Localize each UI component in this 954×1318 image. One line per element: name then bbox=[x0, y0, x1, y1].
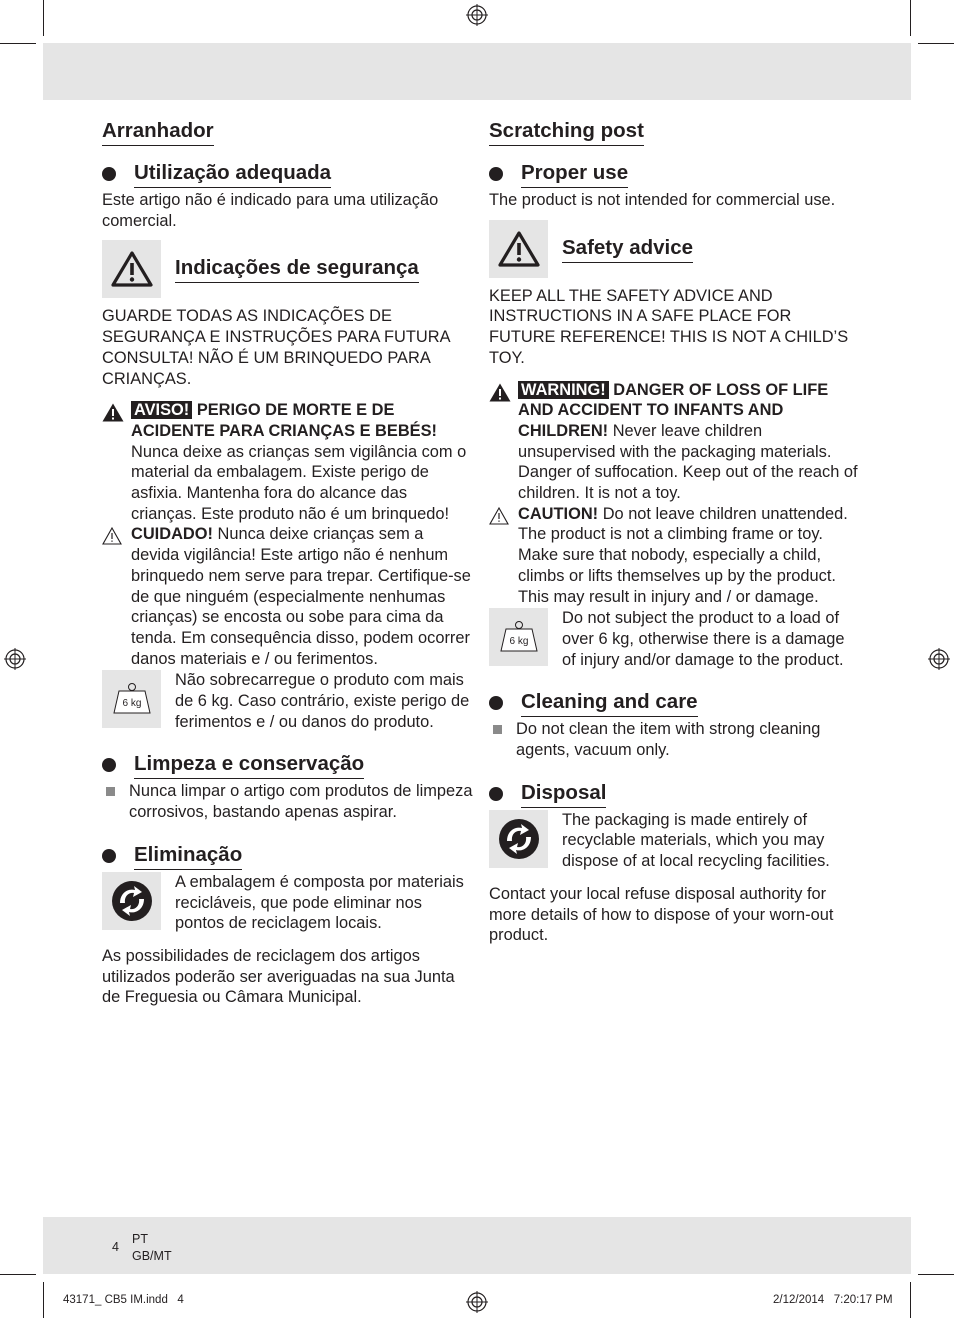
weight-label: 6 kg bbox=[509, 636, 528, 648]
bullet-icon bbox=[489, 787, 503, 801]
disposal-contact: Contact your local refuse disposal authority for more details of how to dispose of your worn-out product. bbox=[489, 884, 834, 945]
section-heading-cleaning bbox=[102, 751, 474, 779]
section-heading-disposal bbox=[489, 780, 861, 808]
crop-mark bbox=[910, 1282, 911, 1318]
disposal-text: A embalagem é composta por materiais recicláveis, que pode eliminar nos pontos de reciclagem locais. bbox=[175, 872, 464, 933]
section-heading-proper-use bbox=[489, 160, 861, 188]
proper-use-text: The product is not intended for commercial use. bbox=[489, 191, 836, 209]
warning-block bbox=[102, 400, 474, 524]
column-gb bbox=[489, 118, 861, 946]
caution-block bbox=[489, 504, 861, 608]
warning-text: Never leave children unsupervised with the packaging materials. Danger of suffocation. Keep out of the reach of children. It is not a toy. bbox=[518, 421, 858, 503]
bullet-icon bbox=[102, 849, 116, 863]
safety-intro: GUARDE TODAS AS INDICAÇÕES DE SEGURANÇA E INSTRUÇÕES PARA FUTURA CONSULTA! NÃO É UM BRINQUEDO PARA CRIANÇAS. bbox=[102, 307, 450, 388]
disposal-contact: As possibilidades de reciclagem dos artigos utilizados poderão ser averiguadas na sua Junta de Freguesia ou Câmara Municipal. bbox=[102, 946, 455, 1007]
caution-label: CUIDADO! bbox=[131, 525, 213, 544]
crop-mark bbox=[918, 43, 954, 44]
registration-mark-icon bbox=[466, 1291, 488, 1313]
warning-bold-text: PERIGO DE MORTE E DE ACIDENTE PARA CRIANÇAS E BEBÉS! bbox=[131, 401, 437, 440]
section-heading-safety bbox=[102, 240, 474, 298]
square-bullet-icon bbox=[106, 787, 115, 796]
crop-mark bbox=[0, 43, 36, 44]
heading-text: Utilização adequada bbox=[134, 160, 331, 188]
cleaning-text: Nunca limpar o artigo com produtos de limpeza corrosivos, bastando apenas aspirar. bbox=[129, 782, 473, 822]
heading-text: Safety advice bbox=[562, 235, 693, 263]
bullet-icon bbox=[489, 167, 503, 181]
heading-text: Limpeza e conservação bbox=[134, 751, 364, 779]
load-block bbox=[102, 670, 474, 732]
warning-block bbox=[489, 380, 861, 504]
heading-text: Eliminação bbox=[134, 842, 242, 870]
list-item bbox=[489, 719, 861, 760]
warning-triangle-icon bbox=[102, 240, 161, 298]
bullet-icon bbox=[102, 167, 116, 181]
registration-mark-icon bbox=[4, 648, 26, 670]
warning-triangle-icon bbox=[489, 380, 518, 504]
warning-triangle-icon bbox=[489, 220, 548, 278]
load-text: Não sobrecarregue o produto com mais de 6 kg. Caso contrário, existe perigo de ferimentos e / ou danos do produto. bbox=[175, 671, 470, 731]
warning-label: AVISO! bbox=[131, 401, 192, 419]
warning-label: WARNING! bbox=[518, 381, 609, 399]
caution-block bbox=[102, 524, 474, 669]
warning-triangle-icon bbox=[102, 400, 131, 524]
column-pt bbox=[102, 118, 474, 1008]
caution-label: CAUTION! bbox=[518, 504, 599, 523]
disposal-block bbox=[489, 810, 861, 872]
disposal-text: The packaging is made entirely of recyclable materials, which you may dispose of at local recycling facilities. bbox=[562, 810, 830, 871]
page-title: Arranhador bbox=[102, 118, 214, 146]
caution-text: Nunca deixe crianças sem a devida vigilância! Este artigo não é nenhum brinquedo nem serve para trepar. Certifique-se de que ninguém (especialmente nenhumas crianças) se encosta ou sobe para cima da tenda. Em consequência disso, podem ocorrer danos materiais e / ou ferimentos. bbox=[131, 525, 471, 668]
crop-mark bbox=[910, 0, 911, 36]
caution-triangle-icon bbox=[102, 524, 131, 669]
warning-text: Nunca deixe as crianças sem vigilância com o material da embalagem. Existe perigo de asfixia. Mantenha fora do alcance das crianças. Este produto não é um brinquedo! bbox=[131, 442, 467, 523]
caution-text: Do not leave children unattended. The product is not a climbing frame or toy. Make sure that nobody, especially a child, climbs or lifts themselves up by the product. This may result in injury and / or damage. bbox=[518, 504, 848, 606]
section-heading-cleaning bbox=[489, 689, 861, 717]
page-number: 4 bbox=[112, 1240, 119, 1254]
section-heading-safety bbox=[489, 220, 861, 278]
safety-intro: KEEP ALL THE SAFETY ADVICE AND INSTRUCTIONS IN A SAFE PLACE FOR FUTURE REFERENCE! THIS IS NOT A CHILD’S TOY. bbox=[489, 286, 849, 367]
proper-use-text: Este artigo não é indicado para uma utilização comercial. bbox=[102, 191, 439, 230]
registration-mark-icon bbox=[466, 4, 488, 26]
heading-text: Disposal bbox=[521, 780, 606, 808]
heading-text: Cleaning and care bbox=[521, 689, 698, 717]
slug-file: 43171_ CB5 IM.indd 4 bbox=[63, 1294, 184, 1306]
weight-icon bbox=[102, 670, 161, 728]
disposal-block bbox=[102, 872, 474, 934]
square-bullet-icon bbox=[493, 725, 502, 734]
crop-mark bbox=[43, 0, 44, 36]
heading-text: Indicações de segurança bbox=[175, 255, 419, 283]
crop-mark bbox=[43, 1282, 44, 1318]
recycling-green-dot-icon bbox=[102, 872, 161, 930]
load-text: Do not subject the product to a load of over 6 kg, otherwise there is a damage of injury and/or damage to the product. bbox=[562, 609, 845, 669]
header-band bbox=[43, 43, 911, 100]
slug-date: 2/12/2014 7:20:17 PM bbox=[773, 1294, 893, 1306]
registration-mark-icon bbox=[928, 648, 950, 670]
caution-triangle-icon bbox=[489, 504, 518, 608]
language-code-gb: GB/MT bbox=[132, 1249, 172, 1263]
weight-label: 6 kg bbox=[122, 698, 141, 710]
bullet-icon bbox=[489, 696, 503, 710]
load-block bbox=[489, 608, 861, 670]
crop-mark bbox=[918, 1274, 954, 1275]
footer-band bbox=[43, 1217, 911, 1274]
heading-text: Proper use bbox=[521, 160, 628, 188]
cleaning-text: Do not clean the item with strong cleaning agents, vacuum only. bbox=[516, 720, 821, 760]
page-title: Scratching post bbox=[489, 118, 644, 146]
crop-mark bbox=[0, 1274, 36, 1275]
recycling-green-dot-icon bbox=[489, 810, 548, 868]
bullet-icon bbox=[102, 758, 116, 772]
language-code-pt: PT bbox=[132, 1232, 148, 1246]
section-heading-proper-use bbox=[102, 160, 474, 188]
list-item bbox=[102, 781, 474, 822]
section-heading-disposal bbox=[102, 842, 474, 870]
warning-bold-text: DANGER OF LOSS OF LIFE AND ACCIDENT TO INFANTS AND CHILDREN! bbox=[518, 380, 829, 440]
weight-icon bbox=[489, 608, 548, 666]
